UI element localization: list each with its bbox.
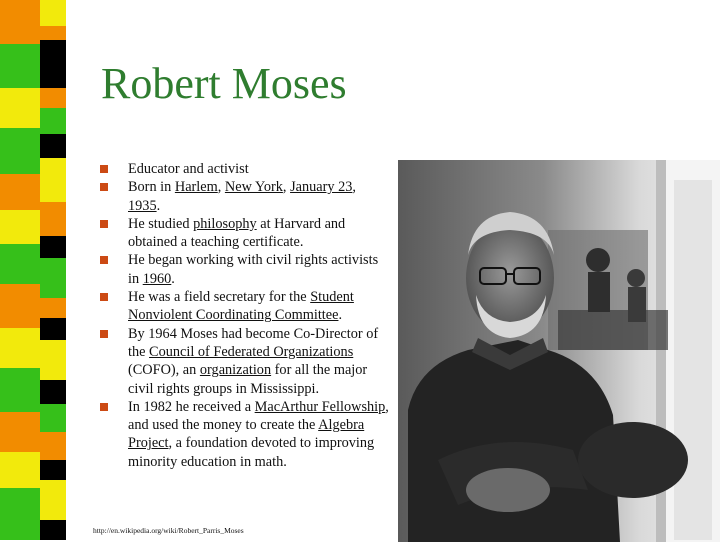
decorative-stripe: [0, 0, 66, 540]
link-new-york[interactable]: New York: [224, 179, 283, 196]
link-macarthur-fellowship[interactable]: MacArthur Fellowship: [254, 398, 386, 415]
bullet-square-icon: [100, 165, 108, 173]
bullet-square-icon: [100, 183, 108, 191]
link-cofo[interactable]: Council of Federated Organizations: [149, 343, 354, 360]
portrait-photo: [398, 160, 720, 542]
source-url: http://en.wikipedia.org/wiki/Robert_Parris_Moses: [93, 526, 244, 535]
link-organization[interactable]: organization: [199, 362, 272, 379]
link-harlem[interactable]: Harlem: [174, 179, 218, 196]
link-sncc[interactable]: Student Nonviolent Coordinating Committee: [128, 289, 354, 324]
link-philosophy[interactable]: philosophy: [193, 215, 257, 232]
bullet-square-icon: [100, 330, 108, 338]
bullet-square-icon: [100, 220, 108, 228]
link-algebra-project[interactable]: Algebra Project: [128, 417, 365, 452]
link-january-23[interactable]: January 23: [290, 179, 353, 196]
list-item: He began working with civil rights activists in 1960.: [100, 251, 390, 288]
link-1935[interactable]: 1935: [128, 197, 157, 214]
bullet-list: [100, 160, 390, 471]
list-item: Born in Harlem, New York, January 23, 1935.: [100, 178, 390, 215]
list-item: He was a field secretary for the Student Nonviolent Coordinating Committee.: [100, 288, 390, 325]
bullet-square-icon: [100, 403, 108, 411]
slide-title: Robert Moses: [101, 59, 347, 108]
link-1960[interactable]: 1960: [142, 270, 172, 287]
list-item: By 1964 Moses had become Co-Director of the Council of Federated Organizations (COFO), an organization for all the major civil rights groups in Mississippi.: [100, 325, 390, 398]
list-item: In 1982 he received a MacArthur Fellowship, and used the money to create the Algebra Project, a foundation devoted to improving minority education in math.: [100, 398, 390, 471]
list-item: He studied philosophy at Harvard and obtained a teaching certificate.: [100, 215, 390, 252]
bullet-square-icon: [100, 293, 108, 301]
list-item: Educator and activist: [100, 160, 390, 178]
bullet-square-icon: [100, 256, 108, 264]
